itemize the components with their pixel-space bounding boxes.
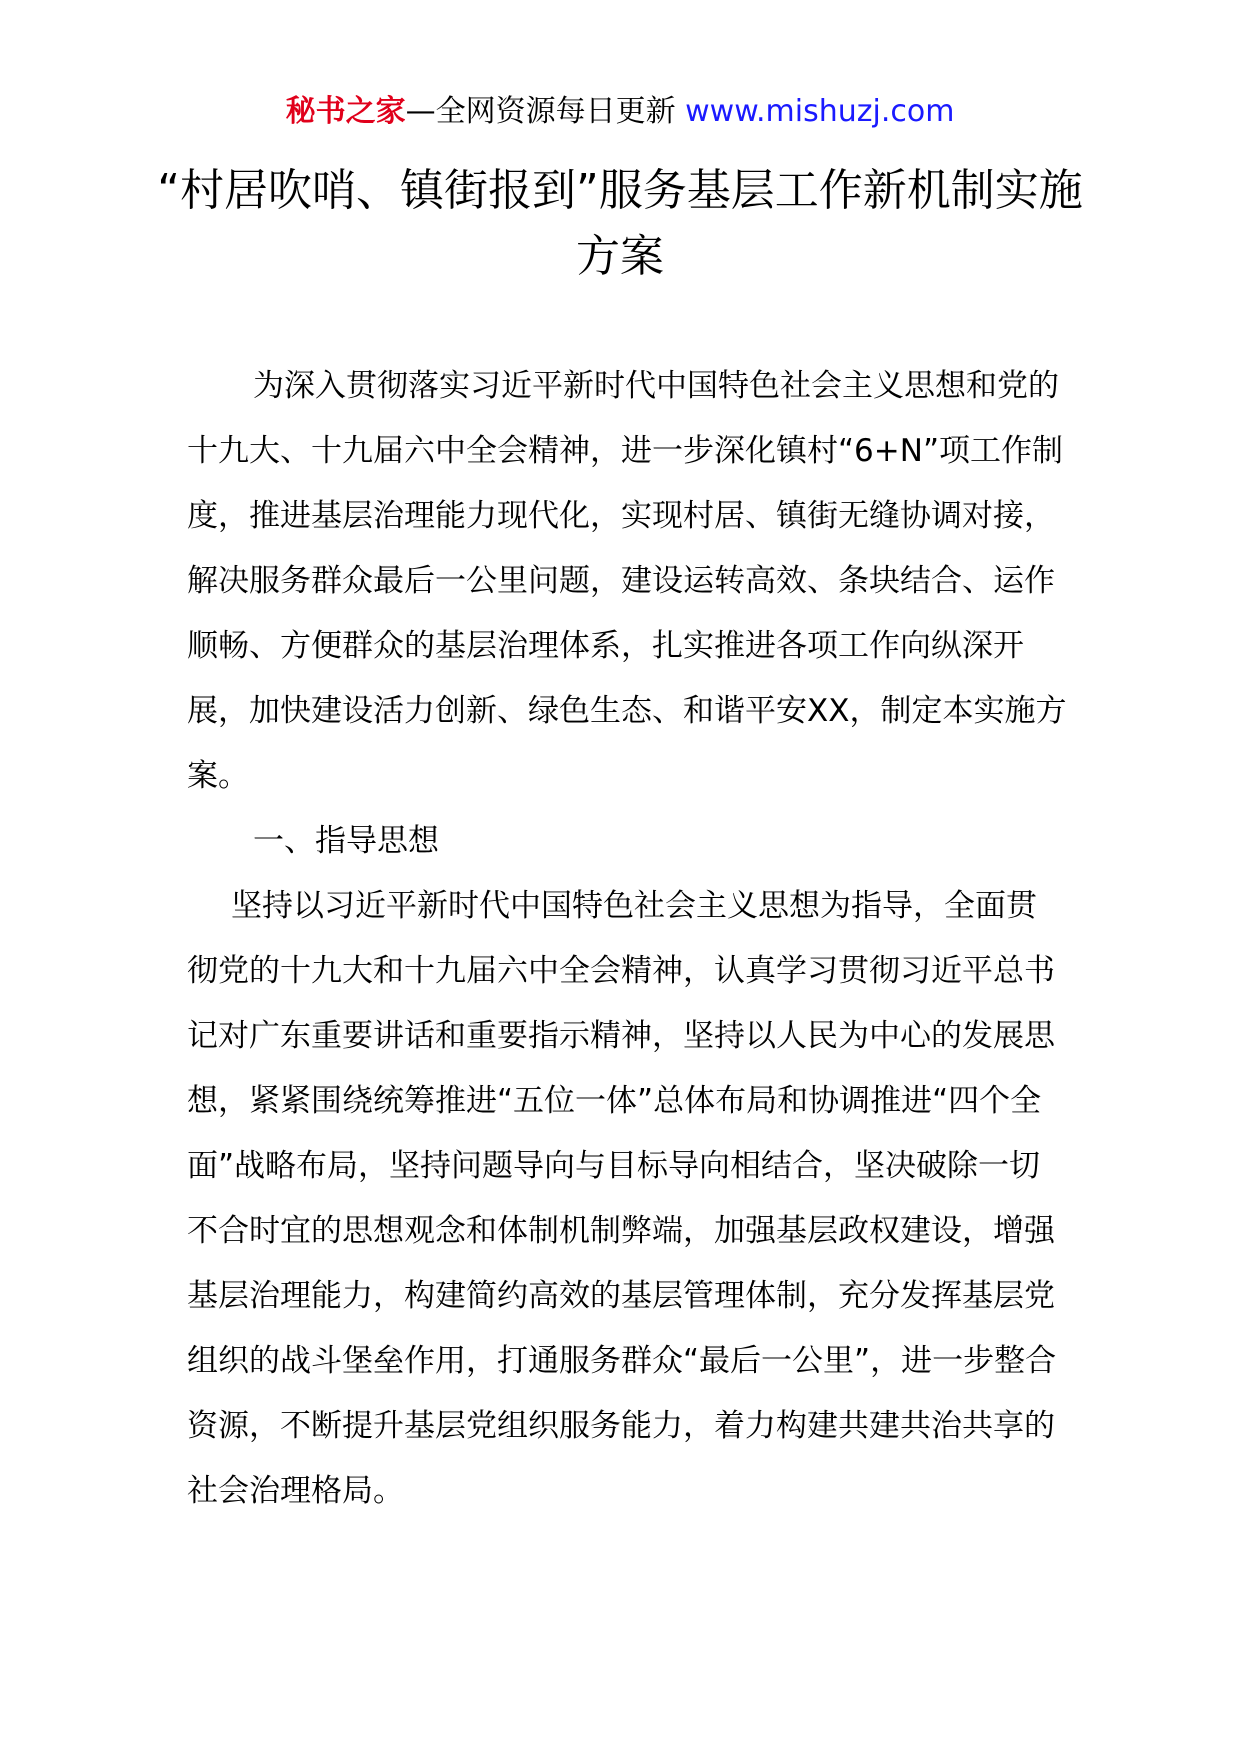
document-title: “村居吹哨、镇街报到”服务基层工作新机制实施方案 (157, 165, 1083, 282)
section-paragraph-guiding-ideology: 坚持以习近平新时代中国特色社会主义思想为指导，全面贯彻党的十九大和十九届六中全会精神，认真学习贯彻习近平总书记对广东重要讲话和重要指示精神，坚持以人民为中心的发展思想，紧紧围绕统筹推进“五位一体”总体布局和协调推进“四个全面”战略布局，坚持问题导向与目标导向相结合，坚决破除一切不合时宜的思想观念和体制机制弊端，加强基层政权建设，增强基层治理能力，构建简约高效的基层管理体制，充分发挥基层党组织的战斗堡垒作用，打通服务群众“最后一公里”，进一步整合资源，不断提升基层党组织服务能力，着力构建共建共治共享的社会治理格局。 (187, 888, 1057, 1509)
site-header (0, 92, 1240, 132)
intro-paragraph: 为深入贯彻落实习近平新时代中国特色社会主义思想和党的十九大、十九届六中全会精神，进一步深化镇村“6+N”项工作制度，推进基层治理能力现代化，实现村居、镇街无缝协调对接，解决服务群众最后一公里问题，建设运转高效、条块结合、运作顺畅、方便群众的基层治理体系，扎实推进各项工作向纵深开展，加快建设活力创新、绿色生态、和谐平安XX，制定本实施方案。 (187, 368, 1067, 794)
site-url-link[interactable]: www.mishuzj.com (685, 94, 955, 129)
brand-name: 秘书之家 (285, 94, 406, 129)
document-body (187, 354, 1067, 1524)
section-heading-guiding-ideology: 一、指导思想 (253, 823, 439, 859)
header-tagline: —全网资源每日更新 (405, 94, 686, 129)
